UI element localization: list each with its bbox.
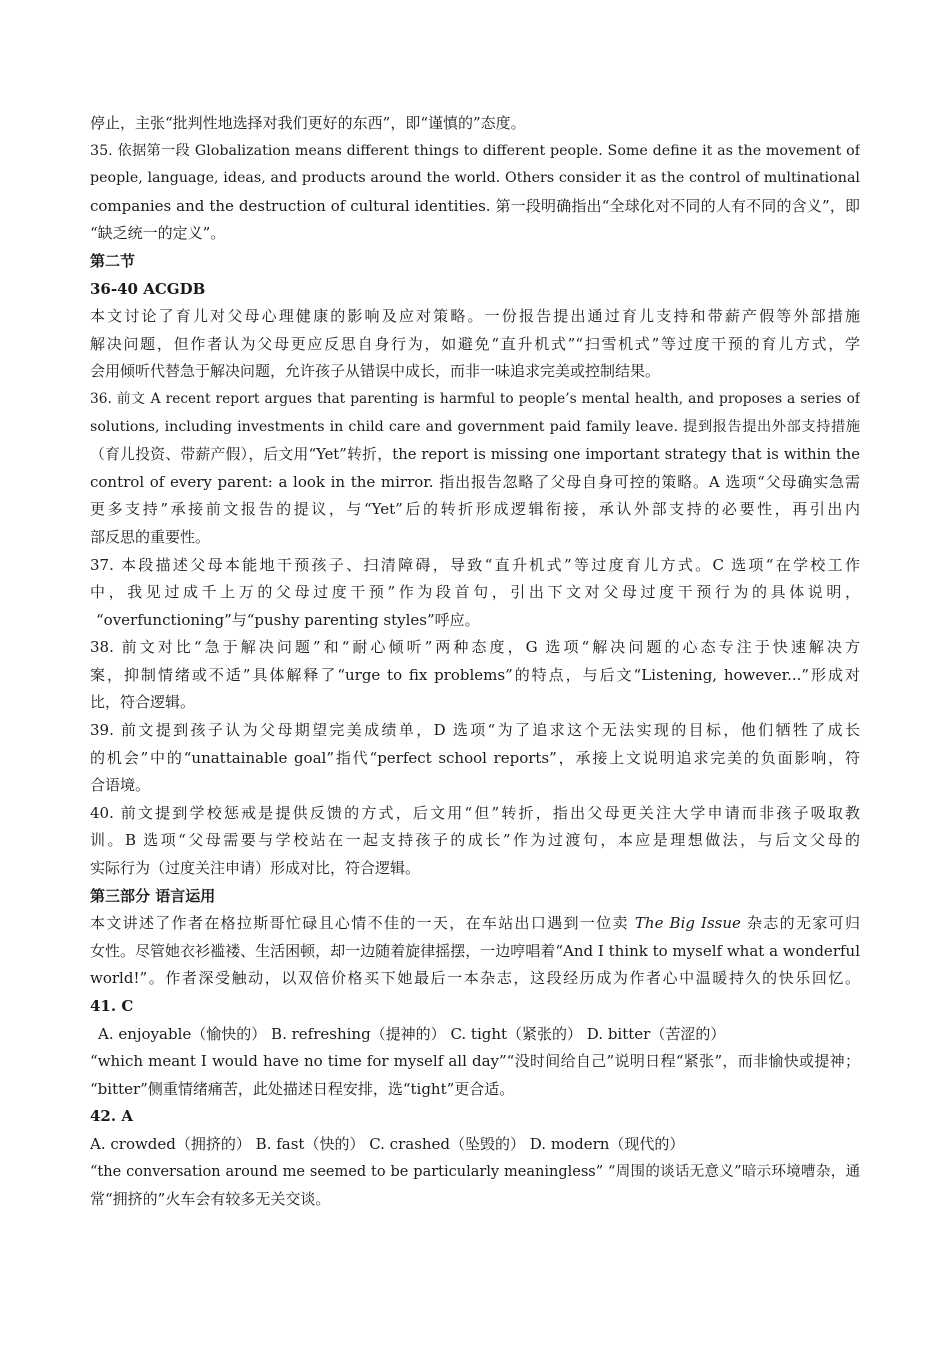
text-line: people, language, ideas, and products around the world. Others consider it as the control of multinational [90,170,860,187]
text-line: 案，抑制情绪或不适”具体解释了“urge to fix problems”的特点，与后文“Listening, however...”形成对 [90,665,860,684]
text-line: 中，我见过成千上万的父母过度干预”作为段首句，引出下文对父母过度干预行为的具体说明， [90,583,860,602]
section-heading: 42. A [90,1107,133,1126]
text-line: 女性。尽管她衣衫褴褛、生活困顿，却一边随着旋律摇摆，一边哼唱着“And I think to myself what a wonderful [90,941,860,960]
text-line: 实际行为（过度关注申请）形成对比，符合逻辑。 [90,859,421,878]
text-line: 本文讨论了育儿对父母心理健康的影响及应对策略。一份报告提出通过育儿支持和带薪产假等外部措施 [90,307,860,326]
text-line: 36. 前文 A recent report argues that parenting is harmful to people’s mental health, and proposes a series of [90,390,860,407]
text-line: 更多支持”承接前文报告的提议，与“Yet”后的转折形成逻辑衔接，承认外部支持的必要性，再引出内 [90,500,860,519]
text-line: 训。B 选项“父母需要与学校站在一起支持孩子的成长”作为过渡句，本应是理想做法，与后文父母的 [90,831,860,850]
text-line: 38. 前文对比“急于解决问题”和“耐心倾听”两种态度，G 选项“解决问题的心态专注于快速解决方 [90,638,860,657]
text-line: 39. 前文提到孩子认为父母期望完美成绩单，D 选项“为了追求这个无法实现的目标，他们牺牲了成长 [90,721,860,740]
section-heading: 第三部分 语言运用 [90,886,216,905]
text-line: “which meant I would have no time for myself all day”“没时间给自己”说明日程“紧张”，而非愉快或提神； [90,1052,860,1071]
section-heading: 36-40 ACGDB [90,279,206,298]
text-line: 37. 本段描述父母本能地干预孩子、扫清障碍，导致“直升机式”等过度育儿方式。C 选项“在学校工作 [90,555,860,574]
text-line: 常“拥挤的”火车会有较多无关交谈。 [90,1190,331,1209]
text-line: solutions, including investments in child care and government paid family leave. 提到报告提出外部支持措施 [90,418,860,435]
text-line: A. crowded（拥挤的） B. fast（快的） C. crashed（坠毁的） D. modern（现代的） [90,1134,685,1153]
text-line: 40. 前文提到学校惩戒是提供反馈的方式，后文用“但”转折，指出父母更关注大学申请而非孩子吸取教 [90,803,860,822]
text-line: “bitter”侧重情绪痛苦，此处描述日程安排，选“tight”更合适。 [90,1079,515,1098]
text-line: 比，符合逻辑。 [90,693,196,712]
section-heading: 第二节 [90,251,136,270]
text-line: “overfunctioning”与“pushy parenting styles”呼应。 [96,610,480,629]
magazine-title: The Big Issue [634,914,741,933]
text-line: “the conversation around me seemed to be particularly meaningless” “周围的谈话无意义”暗示环境嘈杂，通 [90,1163,860,1180]
text-line: 合语境。 [90,776,151,795]
document-page [90,110,860,1214]
text-line: 停止，主张“批判性地选择对我们更好的东西”，即“谨慎的”态度。 [90,114,526,132]
section-heading: 41. C [90,997,134,1015]
text-line: world!”。作者深受触动，以双倍价格买下她最后一本杂志，这段经历成为作者心中温暖持久的快乐回忆。 [90,969,860,988]
text-line: A. enjoyable（愉快的） B. refreshing（提神的） C. tight（紧张的） D. bitter（苦涩的） [98,1024,726,1043]
text-line: 会用倾听代替急于解决问题，允许孩子从错误中成长，而非一味追求完美或控制结果。 [90,362,661,381]
text-line: 的机会”中的“unattainable goal”指代“perfect school reports”，承接上文说明追求完美的负面影响，符 [90,748,860,767]
text-line: 35. 依据第一段 Globalization means different things to different people. Some define it as the movement of [90,142,860,159]
text-line: control of every parent: a look in the mirror. 指出报告忽略了父母自身可控的策略。A 选项“父母确实急需 [90,472,860,491]
text-line: 本文讲述了作者在格拉斯哥忙碌且心情不佳的一天，在车站出口遇到一位卖 The Big Issue 杂志的无家可归 [90,914,860,933]
text-line: 部反思的重要性。 [90,527,211,546]
text-line: 解决问题，但作者认为父母更应反思自身行为，如避免“直升机式”“扫雪机式”等过度干预的育儿方式，学 [90,334,860,353]
text-line: （育儿投资、带薪产假），后文用“Yet”转折，the report is missing one important strategy that is within the [90,446,860,464]
text-line: companies and the destruction of cultural identities. 第一段明确指出“全球化对不同的人有不同的含义”，即 [90,196,860,215]
text-line: “缺乏统一的定义”。 [90,224,226,243]
